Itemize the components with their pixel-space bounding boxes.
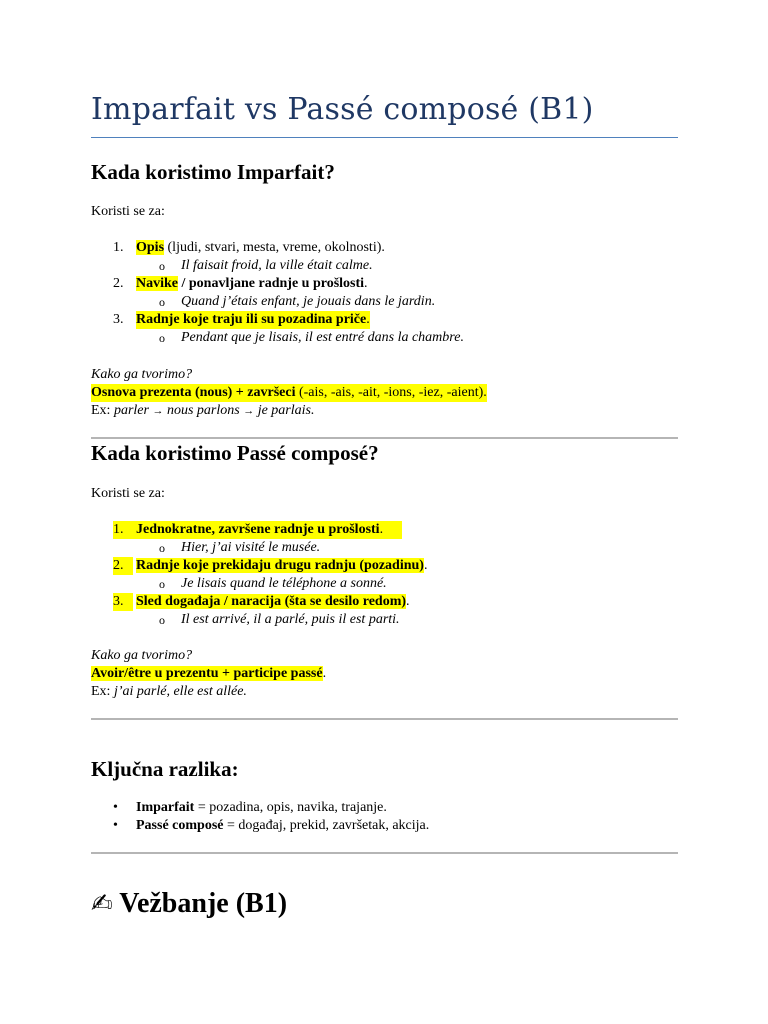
item-rest: / ponavljane radnje u prošlosti: [178, 276, 365, 291]
difference-heading: Ključna razlika:: [91, 757, 239, 781]
list-number: 2.: [113, 557, 133, 575]
sub-bullet-icon: o: [159, 331, 165, 345]
section-divider: [91, 718, 678, 720]
example-text: Pendant que je lisais, il est entré dans la chambre.: [181, 330, 464, 345]
list-number: 2.: [113, 276, 124, 291]
arrow-icon: →: [152, 405, 164, 417]
passe-formula: Avoir/être u prezentu + participe passé.: [91, 666, 327, 681]
item-label: Opis: [136, 240, 165, 255]
list-number: 3.: [113, 312, 124, 327]
example-text: Quand j’étais enfant, je jouais dans le jardin.: [181, 294, 436, 309]
item-rest: (ljudi, stvari, mesta, vreme, okolnosti).: [164, 240, 385, 255]
bullet-icon: •: [113, 818, 118, 833]
sub-bullet-icon: o: [159, 541, 165, 555]
sub-bullet-icon: o: [159, 613, 165, 627]
item-tail: .: [423, 558, 428, 573]
section-divider: [91, 852, 678, 854]
passe-how-label: Kako ga tvorimo?: [91, 648, 193, 663]
item-tail: .: [379, 522, 384, 537]
term: Passé composé: [136, 818, 224, 833]
item-tail: .: [406, 594, 410, 609]
example-text: Je lisais quand le téléphone a sonné.: [181, 576, 387, 591]
imparfait-intro: Koristi se za:: [91, 204, 165, 219]
list-number: 3.: [113, 593, 133, 611]
passe-heading: Kada koristimo Passé composé?: [91, 441, 379, 465]
item-label: Radnje koje prekidaju drugu radnju (pozadinu): [136, 558, 424, 573]
imparfait-heading: Kada koristimo Imparfait?: [91, 160, 335, 184]
sub-bullet-icon: o: [159, 577, 165, 591]
item-tail: .: [364, 276, 368, 291]
passe-example-line: Ex: j’ai parlé, elle est allée.: [91, 684, 247, 699]
example-text: Il faisait froid, la ville était calme.: [181, 258, 373, 273]
item-label: Navike: [136, 276, 178, 291]
list-number: 1.: [113, 240, 124, 255]
item-label: Jednokratne, završene radnje u prošlosti: [136, 522, 380, 537]
example-text: Hier, j’ai visité le musée.: [181, 540, 321, 555]
imparfait-how-label: Kako ga tvorimo?: [91, 367, 193, 382]
term: Imparfait: [136, 800, 195, 815]
sub-bullet-icon: o: [159, 295, 165, 309]
exercise-heading: ✍ Vežbanje (B1): [91, 888, 288, 919]
arrow-icon: →: [243, 405, 255, 417]
document-title: Imparfait vs Passé composé (B1): [91, 92, 594, 127]
title-underline: [91, 137, 678, 138]
item-label: Sled događaja / naracija (šta se desilo redom): [136, 594, 407, 609]
sub-bullet-icon: o: [159, 259, 165, 273]
passe-item-1: [113, 521, 402, 539]
bullet-icon: •: [113, 800, 118, 815]
writing-hand-icon: ✍: [91, 889, 113, 919]
imparfait-formula: Osnova prezenta (nous) + završeci (-ais, -ais, -ait, -ions, -iez, -aient).: [91, 385, 487, 400]
item-tail: .: [366, 312, 370, 327]
item-label: Radnje koje traju ili su pozadina priče: [136, 312, 367, 327]
definition: = pozadina, opis, navika, trajanje.: [194, 800, 387, 815]
example-text: Il est arrivé, il a parlé, puis il est parti.: [181, 612, 400, 627]
list-number: 1.: [113, 522, 124, 537]
section-divider: [91, 437, 678, 439]
definition: = događaj, prekid, završetak, akcija.: [223, 818, 430, 833]
imparfait-example-line: Ex: parler → nous parlons → je parlais.: [91, 403, 315, 418]
passe-intro: Koristi se za:: [91, 486, 165, 501]
